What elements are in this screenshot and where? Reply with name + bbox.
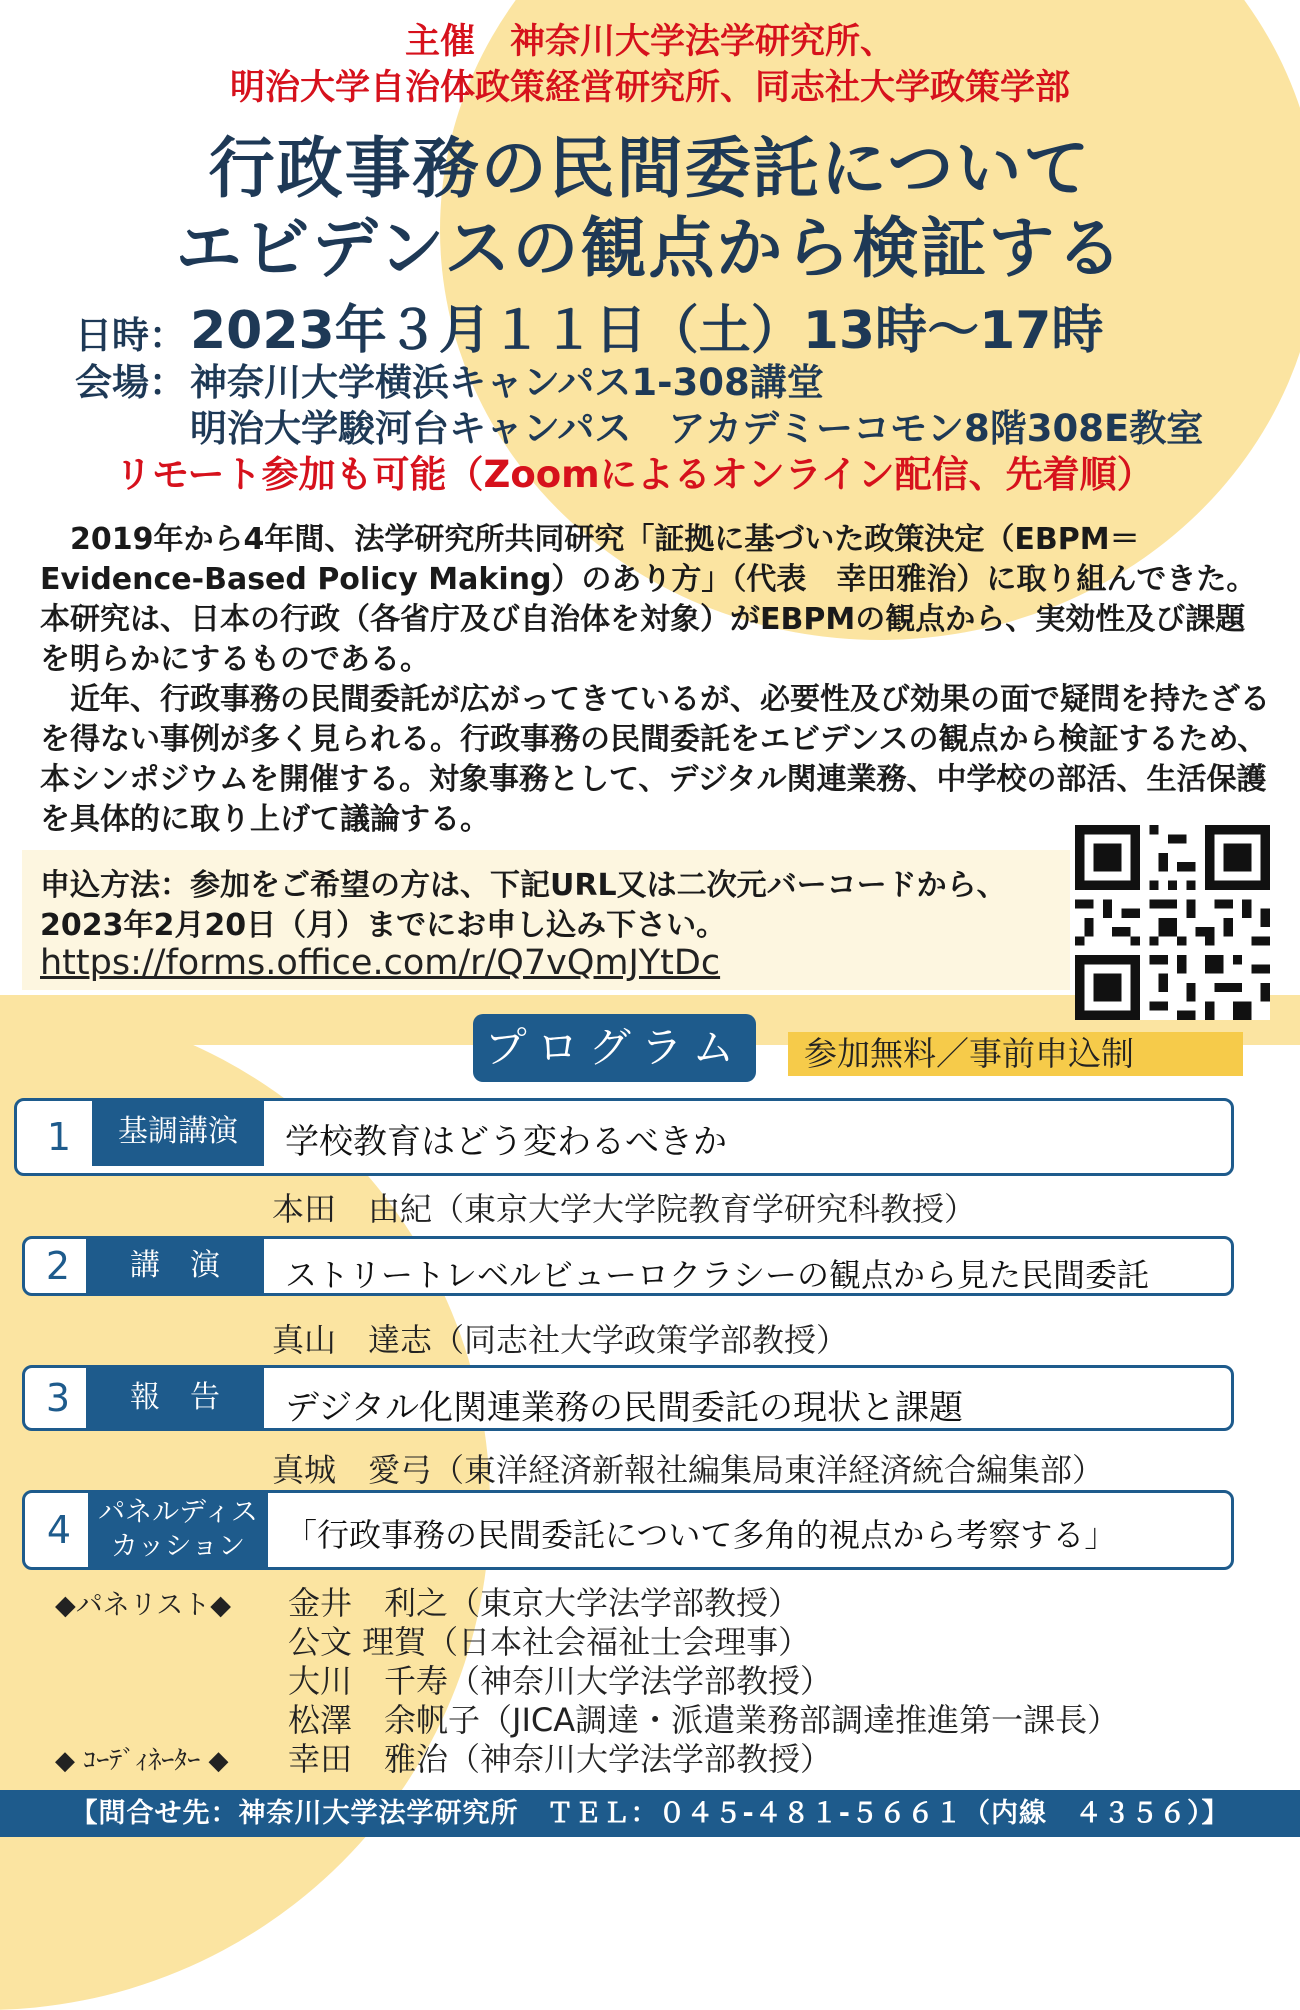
panelist-1: 金井 利之（東京大学法学部教授） (288, 1584, 801, 1622)
organizer-line-1: 主催 神奈川大学法学研究所、 (404, 22, 895, 62)
description-paragraph-2: 近年、行政事務の民間委託が広がってきているが、必要性及び効果の面で疑問を持たざるを得ない事例が多く見られる。行政事務の民間委託をエビデンスの観点から検証するため、本シンポジウムを開催する。対象事務として、デジタル関連業務、中学校の部活、生活保護を具体的に取り上げて議論する。 (40, 682, 1270, 837)
program-item-1-speaker: 本田 由紀（東京大学大学院教育学研究科教授） (272, 1190, 977, 1228)
venue-label: 会場： (75, 361, 186, 404)
program-heading: プログラム (473, 1014, 756, 1082)
application-line-1: 申込方法：参加をご希望の方は、下記URL又は二次元バーコードから、 (40, 868, 1007, 903)
date-label: 日時： (75, 314, 186, 357)
venue-2: 明治大学駿河台キャンパス アカデミーコモン8階308E教室 (190, 407, 1204, 450)
program-item-3-speaker: 真城 愛弓（東洋経済新報社編集局東洋経済統合編集部） (272, 1451, 1105, 1489)
program-item-1-topic: 学校教育はどう変わるべきか (285, 1122, 727, 1162)
application-line-2: 2023年2月20日（月）までにお申し込み下さい。 (40, 908, 727, 943)
program-item-3-topic: デジタル化関連業務の民間委託の現状と課題 (285, 1388, 963, 1428)
panelist-3: 大川 千寿（神奈川大学法学部教授） (288, 1662, 833, 1700)
program-item-1-tag: 基調講演 (92, 1098, 264, 1166)
program-item-4-topic: 「行政事務の民間委託について多角的視点から考察する」 (285, 1516, 1117, 1554)
program-item-4-number: 4 (30, 1494, 88, 1566)
program-item-3-tag: 報 告 (86, 1365, 264, 1431)
fee-tag: 参加無料／事前申込制 (788, 1032, 1243, 1076)
panelist-4: 松澤 余帆子（JICA調達・派遣業務部調達推進第一課長） (288, 1701, 1120, 1739)
date-value: 2023年３月１１日（土）13時～17時 (190, 301, 1104, 361)
program-item-2-tag: 講 演 (86, 1236, 264, 1296)
title-line-2: エビデンスの観点から検証する (175, 210, 1125, 287)
program-item-2-topic: ストリートレベルビューロクラシーの観点から見た民間委託 (285, 1256, 1150, 1294)
application-url-link[interactable]: https://forms.office.com/r/Q7vQmJYtDc (40, 943, 721, 983)
title-line-1: 行政事務の民間委託について (208, 130, 1092, 207)
qr-code[interactable] (1075, 825, 1270, 1020)
remote-note: リモート参加も可能（Zoomによるオンライン配信、先着順） (115, 453, 1154, 496)
program-item-1-number: 1 (26, 1102, 92, 1172)
program-item-2-speaker: 真山 達志（同志社大学政策学部教授） (272, 1321, 849, 1359)
program-item-4-tag-line-1: パネルディス (98, 1497, 258, 1528)
panelist-2: 公文 理賀（日本社会福祉士会理事） (288, 1623, 811, 1661)
program-item-2-number: 2 (30, 1240, 86, 1292)
venue-1: 神奈川大学横浜キャンパス1-308講堂 (190, 361, 824, 404)
program-item-3-number: 3 (30, 1369, 86, 1427)
coordinator-name: 幸田 雅治（神奈川大学法学部教授） (288, 1740, 833, 1778)
coordinator-label: ◆ ｺｰﾃﾞｨﾈｰﾀｰ ◆ (55, 1746, 229, 1776)
panelists-label: ◆パネリスト◆ (55, 1590, 231, 1621)
contact-footer: 【問合せ先：神奈川大学法学研究所 ＴＥＬ：０４５-４８１-５６６１（内線 ４３５６）】 (0, 1790, 1300, 1837)
program-item-4-tag-line-2: カッション (110, 1531, 246, 1562)
description-paragraph-1: 2019年から4年間、法学研究所共同研究「証拠に基づいた政策決定（EBPM＝Evidence-Based Policy Making）のあり方」（代表 幸田雅治）に取り組んできた。本研究は、日本の行政（各省庁及び自治体を対象）がEBPMの観点から、実効性及び課題を明らかにするものである。 (40, 522, 1257, 677)
program-item-4-tag (88, 1490, 268, 1570)
qr-code-icon (1075, 825, 1270, 1020)
organizer-line-2: 明治大学自治体政策経営研究所、同志社大学政策学部 (229, 68, 1070, 108)
